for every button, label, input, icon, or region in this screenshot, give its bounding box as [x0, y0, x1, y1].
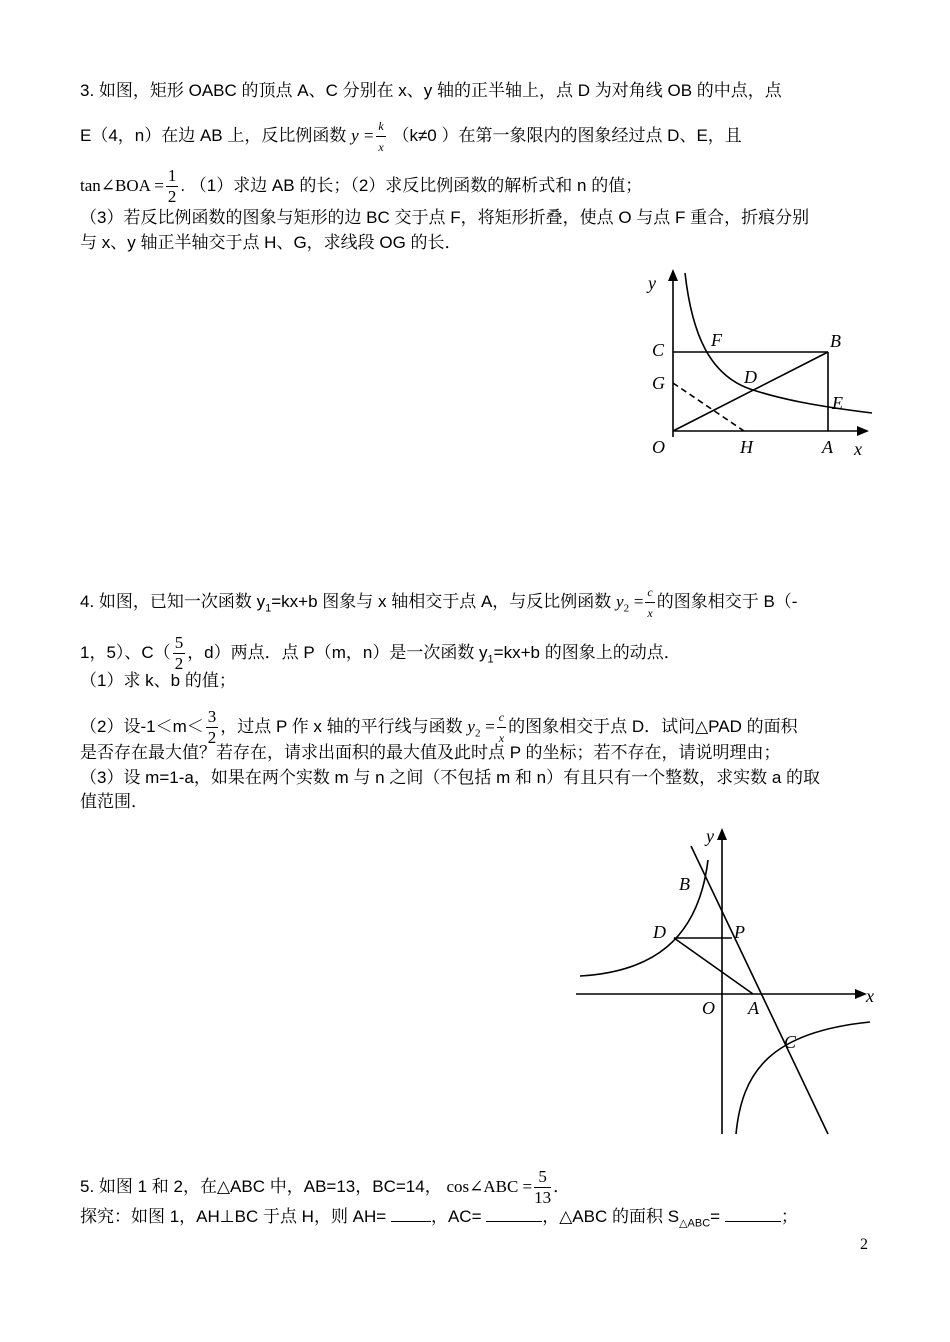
q5-line-1: 5. 如图 1 和 2，在△ABC 中，AB=13，BC=14， cos∠ABC = $\frac{5}{13}$ ．: [80, 1167, 571, 1207]
fig4-label-C: C: [784, 1032, 797, 1052]
fraction-c-over-x-2: $\frac{c}{x}$: [497, 707, 506, 748]
fig4-label-P: P: [734, 922, 745, 942]
q4-line-5: 是否存在最大值？若存在，请求出面积的最大值及此时点 P 的坐标；若不存在，请说明理由；: [80, 743, 781, 762]
blank-ac[interactable]: [486, 1205, 542, 1222]
fig3-label-D: D: [744, 367, 757, 387]
fig4-label-D: D: [653, 922, 666, 942]
q4-figure: [570, 822, 890, 1142]
fig3-label-H: H: [740, 437, 753, 457]
q3-line-2: E（4，n）在边 AB 上，反比例函数 y = $\frac{k}{x}$ （k≠0 ）在第一象限内的图象经过点 D、E，且: [80, 116, 742, 157]
fig3-label-x: x: [854, 439, 862, 459]
q4-line-1: 4. 如图，已知一次函数 $y_1=kx+b$ 图象与 x 轴相交于点 A，与反比例函数 $y_2$ = $\frac{c}{x}$ 的图象相交于 B（-: [80, 582, 797, 623]
fig4-label-A: A: [748, 998, 759, 1018]
fig4-label-x: x: [866, 986, 874, 1006]
q5-line-2: 探究：如图 1，AH⊥BC 于点 H，则 AH= ，AC= ，△ABC 的面积 $S_{\triangle ABC}=$ ；: [80, 1207, 798, 1230]
fig3-label-A: A: [822, 437, 833, 457]
q3-line-1: 3. 如图，矩形 OABC 的顶点 A、C 分别在 x、y 轴的正半轴上，点 D 为对角线 OB 的中点，点: [80, 81, 782, 100]
fig3-label-B: B: [830, 331, 841, 351]
fraction-c-over-x: $\frac{c}{x}$: [645, 582, 654, 623]
q4-line-7: 值范围．: [80, 792, 148, 811]
q3-figure: [640, 265, 880, 465]
fraction-five-thirteenths: $\frac{5}{13}$: [534, 1167, 552, 1207]
fig3-label-E: E: [832, 393, 843, 413]
q4-line-4: （2）设-1＜m＜ $\frac{3}{2}$ ，过点 P 作 x 轴的平行线与函数 $y_2$ = $\frac{c}{x}$ 的图象相交于点 D．试问△PAD 的面积: [80, 707, 798, 747]
fraction-k-over-x: $\frac{k}{x}$: [376, 116, 385, 157]
q3-line-3: tan∠BOA = $\frac{1}{2}$ . （1）求边 AB 的长；（2）求反比例函数的解析式和 n 的值；: [80, 166, 643, 206]
fraction-five-halves: $\frac{5}{2}$: [174, 633, 184, 673]
q4-line-2: 1，5）、C（ $\frac{5}{2}$ ，d）两点．点 P（m，n）是一次函数 $y_1=kx+b$ 的图象上的动点．: [80, 633, 681, 673]
fig3-label-y: y: [648, 273, 656, 293]
blank-area[interactable]: [725, 1205, 781, 1222]
fig3-label-O: O: [652, 437, 665, 457]
q3-line-5: 与 x、y 轴正半轴交于点 H、G，求线段 OG 的长．: [80, 233, 462, 252]
fig4-label-O: O: [702, 998, 715, 1018]
page-number: 2: [860, 1236, 868, 1253]
q4-line-6: （3）设 m=1-a，如果在两个实数 m 与 n 之间（不包括 m 和 n）有且只有一个整数，求实数 a 的取: [80, 768, 821, 787]
fig3-label-C: C: [652, 340, 665, 360]
fig3-label-F: F: [711, 330, 722, 350]
q4-line-3: （1）求 k、b 的值；: [80, 671, 236, 690]
blank-ah[interactable]: [391, 1205, 431, 1222]
fig3-label-G: G: [652, 373, 665, 393]
fig4-label-B: B: [679, 874, 690, 894]
fig4-label-y: y: [706, 826, 714, 846]
fraction-one-half: $\frac{1}{2}$: [167, 166, 177, 206]
fraction-three-halves: $\frac{3}{2}$: [207, 707, 217, 747]
q3-line-4: （3）若反比例函数的图象与矩形的边 BC 交于点 F，将矩形折叠，使点 O 与点 F 重合，折痕分别: [80, 208, 810, 227]
